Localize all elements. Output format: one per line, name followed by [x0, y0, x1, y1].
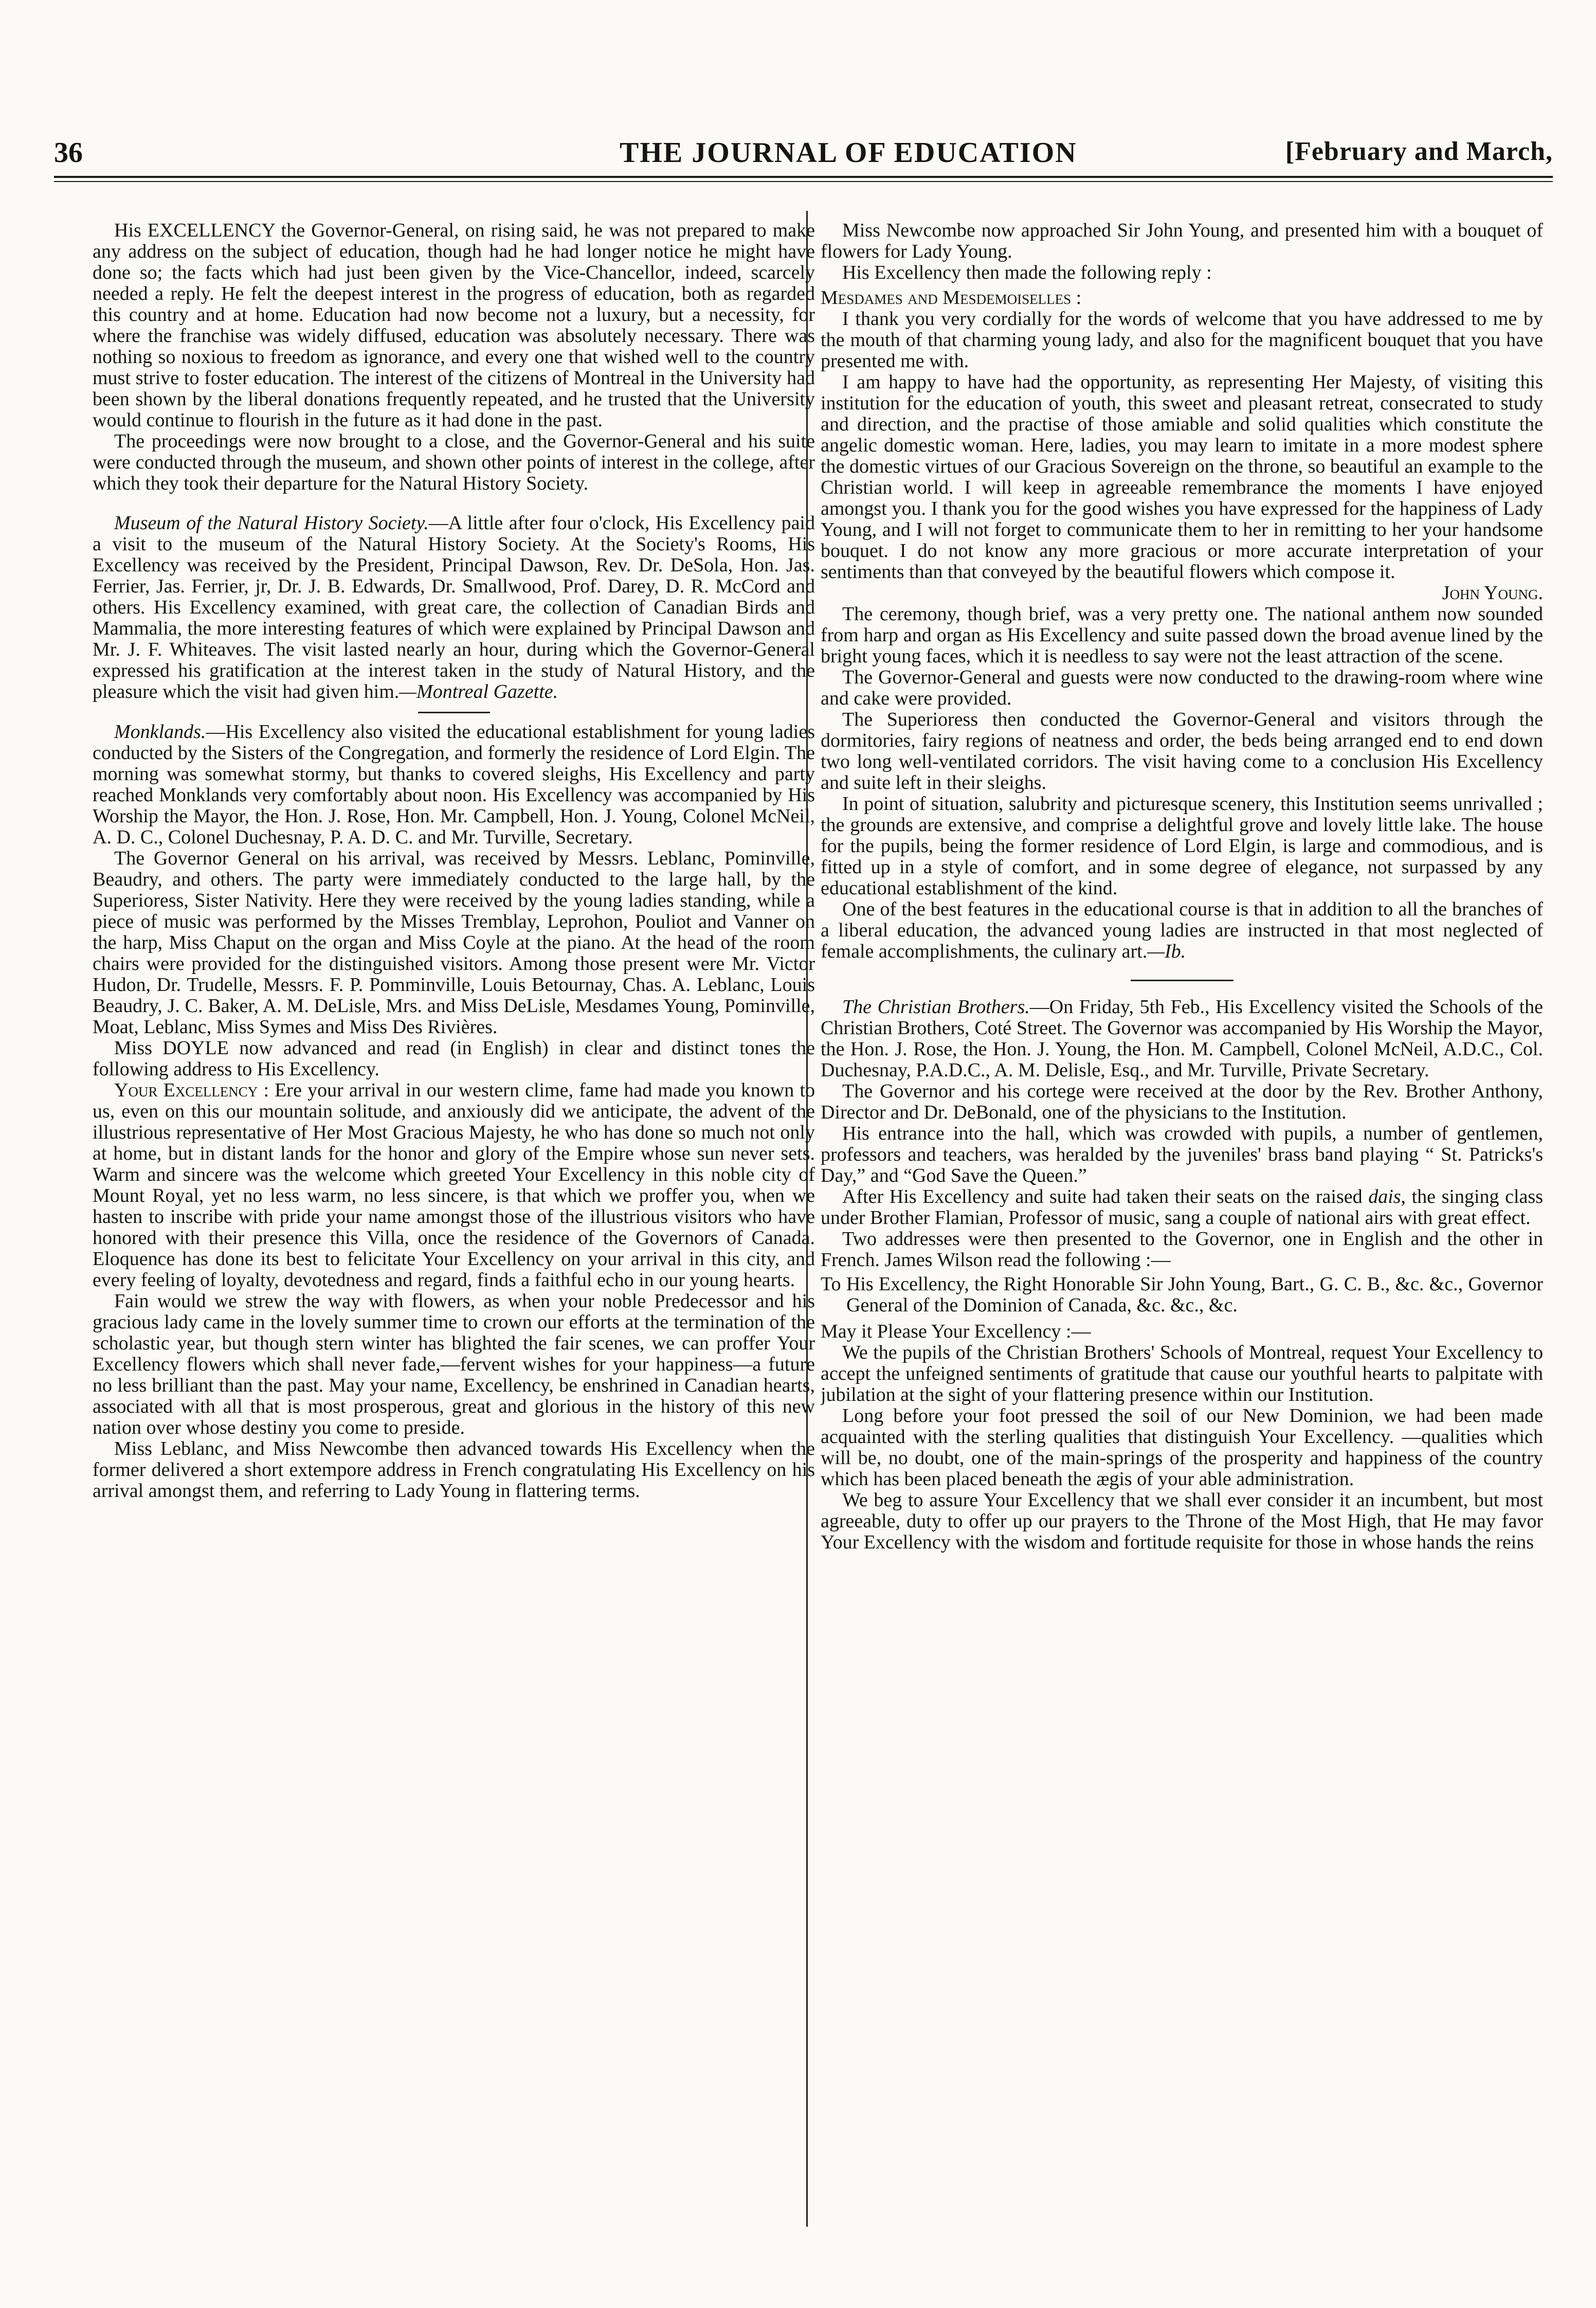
prayers-paragraph: We beg to assure Your Excellency that we shall ever consider it an incumbent, but most agreeable, duty to offer up our prayers to the Throne of the Most High, that He may favor Your Excellency with the wisdom and fortitude requisite for those in whose hands the reins [821, 1489, 1543, 1553]
left-column [93, 220, 815, 2231]
culinary-source: —Ib. [1147, 941, 1186, 962]
ceremony-paragraph: The ceremony, though brief, was a very pretty one. The national anthem now sounded from harp and organ as His Excellency and suite passed down the broad avenue lined by the bright young faces, which it is needless to say were not the least attraction of the scene. [821, 603, 1543, 667]
header-rule-thin [54, 181, 1553, 182]
entrance-paragraph: His entrance into the hall, which was crowded with pupils, a number of gentlemen, professors and teachers, was heralded by the juveniles' brass band playing “ St. Patricks's Day,” and “God Save the Queen.” [821, 1123, 1543, 1186]
issue-date: [February and March, [1285, 137, 1553, 166]
page-number: 36 [54, 137, 83, 169]
leblanc-paragraph: Miss Leblanc, and Miss Newcombe then advanced towards His Excellency when the former delivered a short extempore address in French congratulating His Excellency on his arrival amongst them, and referring to Lady Young in flattering terms. [93, 1438, 815, 1502]
christian-brothers-heading: The Christian Brothers. [842, 996, 1030, 1018]
journal-title: THE JOURNAL OF EDUCATION [620, 137, 1077, 169]
pupils-paragraph: We the pupils of the Christian Brothers' Schools of Montreal, request Your Excellency to accept the unfeigned sentiments of gratitude that cause our youthful hearts to palpitate with jubilation at the sight of your flattering presence within our Institution. [821, 1342, 1543, 1405]
monklands-text: —His Excellency also visited the educational establishment for young ladies conducted by the Sisters of the Congregation, and formerly the residence of Lord Elgin. The morning was somewhat stormy, but thanks to covered sleighs, His Excellency and party reached Monklands very comfortably about noon. His Excellency was accompanied by His Worship the Mayor, the Hon. J. Rose, Hon. Mr. Campbell, Hon. J. Young, Colonel McNeil, A. D. C., Colonel Duchesnay, P. A. D. C. and Mr. Turville, Secretary. [93, 721, 815, 848]
dormitories-paragraph: The Superioress then conducted the Governor-General and visitors through the dormitories, fairy regions of neatness and order, the beds being arranged end to end down two long well-ventilated corridors. The visit having come to a conclusion His Excellency and suite left in their sleighs. [821, 709, 1543, 794]
cortege-paragraph: The Governor and his cortege were received at the door by the Rev. Brother Anthony, Director and Dr. DeBonald, one of the physicians to the Institution. [821, 1080, 1543, 1123]
dominion-paragraph: Long before your foot pressed the soil of our New Dominion, we had been made acquainted with the sterling qualities that distinguish Your Excellency. —qualities which will be, no doubt, one of the main-springs of the prosperity and happiness of the country which has been placed beneath the ægis of your able administration. [821, 1405, 1543, 1490]
christian-brothers-section [821, 997, 1543, 1081]
address-text: Ere your arrival in our western clime, fame had made you known to us, even on this our mountain solitude, and anxiously did we anticipate, the advent of the illustrious representative of Her Most Gracious Majesty, he who has done so much not only at home, but in distant lands for the honor and glory of the Empire whose sun never sets. Warm and sincere was the welcome which greeted Your Excellency in this noble city of Mount Royal, yet no less warm, no less sincere, is that which we proffer you, when we hasten to inscribe with pride your name amongst those of the illustrious visitors who have honored with their presence this Villa, once the residence of the Governors of Canada. Eloquence has done its best to felicitate Your Excellency on your arrival in this city, and every feeling of loyalty, devotedness and regard, finds a faithful echo in our young hearts. [93, 1079, 815, 1291]
reply-paragraph-1: I thank you very cordially for the words of welcome that you have addressed to me by the mouth of that charming young lady, and also for the magnificent bouquet that you have presented me with. [821, 308, 1543, 372]
addresses-paragraph: Two addresses were then presented to the Governor, one in English and the other in French. James Wilson read the following :— [821, 1228, 1543, 1271]
monklands-section [93, 722, 815, 848]
section-divider [1131, 980, 1234, 981]
situation-paragraph: In point of situation, salubrity and picturesque scenery, this Institution seems unrivalled ; the grounds are extensive, and comprise a delightful grove and lovely little lake. The house for the pupils, being the former residence of Lord Elgin, is large and commodious, and is fitted up in a style of comfort, and in some degree of elegance, not surpassed by any educational establishment of the kind. [821, 793, 1543, 899]
dais-paragraph [821, 1186, 1543, 1229]
drawing-room-paragraph: The Governor-General and guests were now conducted to the drawing-room where wine and cake were provided. [821, 666, 1543, 709]
reply-signature: John Young. [1442, 582, 1543, 604]
address-paragraph [93, 1080, 815, 1291]
monklands-heading: Monklands. [114, 721, 206, 743]
arrival-paragraph: The Governor General on his arrival, was received by Messrs. Leblanc, Pominville, Beaudry, and others. The party were immediately conducted to the large hall, by the Superioress, Sister Nativity. Here they were received by the young ladies standing, while a piece of music was performed by the Misses Tremblay, Leprohon, Pouliot and Vanner on the harp, Miss Chaput on the organ and Miss Coyle at the piano. At the head of the room chairs were provided for the distinguished visitors. Among those present were Mr. Victor Hudon, Dr. Trudelle, Messrs. F. P. Pomminville, Louis Betournay, Chas. A. Leblanc, Louis Beaudry, J. C. Baker, A. M. DeLisle, Mrs. and Miss DeLisle, Mesdames Young, Pominville, Moat, Leblanc, Miss Symes and Miss Des Rivières. [93, 848, 815, 1038]
reply-intro: His Excellency then made the following reply : [842, 262, 1212, 283]
reply-salutation: Mesdames and Mesdemoiselles : [821, 287, 1082, 309]
right-column [821, 220, 1543, 2231]
culinary-paragraph [821, 899, 1543, 962]
museum-text: —A little after four o'clock, His Excellency paid a visit to the museum of the Natural History Society. At the Society's Rooms, His Excellency was received by the President, Principal Dawson, Rev. Dr. DeSola, Hon. Jas. Ferrier, Jas. Ferrier, jr, Dr. J. B. Edwards, Dr. Smallwood, Prof. Darey, D. R. McCord and others. His Excellency examined, with great care, the collection of Canadian Birds and Mammalia, the more interesting features of which were explained by Principal Dawson and Mr. J. F. Whiteaves. The visit lasted nearly an hour, during which the Governor-General expressed his gratification at the interest taken in the study of Natural History, and the pleasure which the visit had given him. [93, 512, 815, 702]
page-header [54, 136, 1553, 172]
reply-paragraph-2: I am happy to have had the opportunity, as representing Her Majesty, of visiting this institution for the education of youth, this sweet and pleasant retreat, consecrated to study and direction, and the practise of those amiable and solid qualities which constitute the angelic domestic woman. Here, ladies, you may learn to imitate in a more modest sphere the domestic virtues of our Gracious Sovereign on the throne, so beautiful an example to the Christian world. I will keep in agreeable remembrance the moments I have enjoyed amongst you. I thank you for the good wishes you have expressed for the happiness of Lady Young, and I will not forget to communicate them to her in remitting to her your handsome bouquet. I do not know any more gracious or more accurate interpretation of your sentiments than that conveyed by the beautiful flowers which compose it. [821, 371, 1543, 583]
address-salutation: Your Excellency : [114, 1079, 269, 1101]
proceedings-paragraph: The proceedings were now brought to a close, and the Governor-General and his suite were conducted through the museum, and shown other points of interest in the college, after which they took their departure for the Natural History Society. [93, 430, 815, 494]
museum-source: —Montreal Gazette. [399, 681, 558, 702]
address-heading: To His Excellency, the Right Honorable Sir John Young, Bart., G. C. B., &c. &c., Governor General of the Dominion of Canada, &c. &c., &c. [821, 1273, 1543, 1316]
bouquet-paragraph: Miss Newcombe now approached Sir John Young, and presented him with a bouquet of flowers for Lady Young. [821, 220, 1543, 262]
please-your-excellency: May it Please Your Excellency :— [821, 1321, 1091, 1342]
flowers-paragraph: Fain would we strew the way with flowers, as when your noble Predecessor and his gracious lady came in the lovely summer time to crown our efforts at the termination of the scholastic year, but though stern winter has blighted the fair scenes, we can proffer Your Excellency flowers which shall never fade,—fervent wishes for your happiness—a future no less brilliant than the past. May your name, Excellency, be enshrined in Canadian hearts, associated with all that is most prosperous, great and glorious in the history of this new nation over whose destiny you come to preside. [93, 1290, 815, 1438]
culinary-text: One of the best features in the educational course is that in addition to all the branches of a liberal education, the advanced young ladies are instructed in that most neglected of female accomplishments, the culinary art. [821, 898, 1543, 962]
dais-text-a: After His Excellency and suite had taken their seats on the raised [842, 1186, 1369, 1207]
dais-word: dais [1368, 1186, 1401, 1207]
miss-doyle-paragraph: Miss DOYLE now advanced and read (in English) in clear and distinct tones the following address to His Excellency. [93, 1037, 815, 1080]
governor-speech-paragraph: His EXCELLENCY the Governor-General, on rising said, he was not prepared to make any address on the subject of education, though had he had longer notice he might have done so; the facts which had just been given by the Vice-Chancellor, indeed, scarcely needed a reply. He felt the deepest interest in the progress of education, both as regarded this country and at home. Education had now become not a luxury, but a necessity, for where the franchise was widely diffused, education was absolutely necessary. There was nothing so noxious to freedom as ignorance, and every one that wished well to the country must strive to foster education. The interest of the citizens of Montreal in the University had been shown by the liberal donations frequently repeated, and he trusted that the University would continue to flourish in the future as it had done in the past. [93, 220, 815, 431]
section-divider [418, 712, 490, 713]
museum-section [93, 513, 815, 702]
dais-text-b: , the singing class under Brother Flamian, Professor of music, sang a couple of national airs with great effect. [821, 1186, 1543, 1229]
christian-brothers-text: —On Friday, 5th Feb., His Excellency visited the Schools of the Christian Brothers, Coté Street. The Governor was accompanied by His Worship the Mayor, the Hon. J. Rose, the Hon. J. Young, the Hon. M. Campbell, Colonel McNeil, A.D.C., Col. Duchesnay, P.A.D.C., A. M. Delisle, Esq., and Mr. Turville, Private Secretary. [821, 996, 1543, 1081]
museum-heading: Museum of the Natural History Society. [114, 512, 429, 534]
header-rule [54, 176, 1553, 178]
